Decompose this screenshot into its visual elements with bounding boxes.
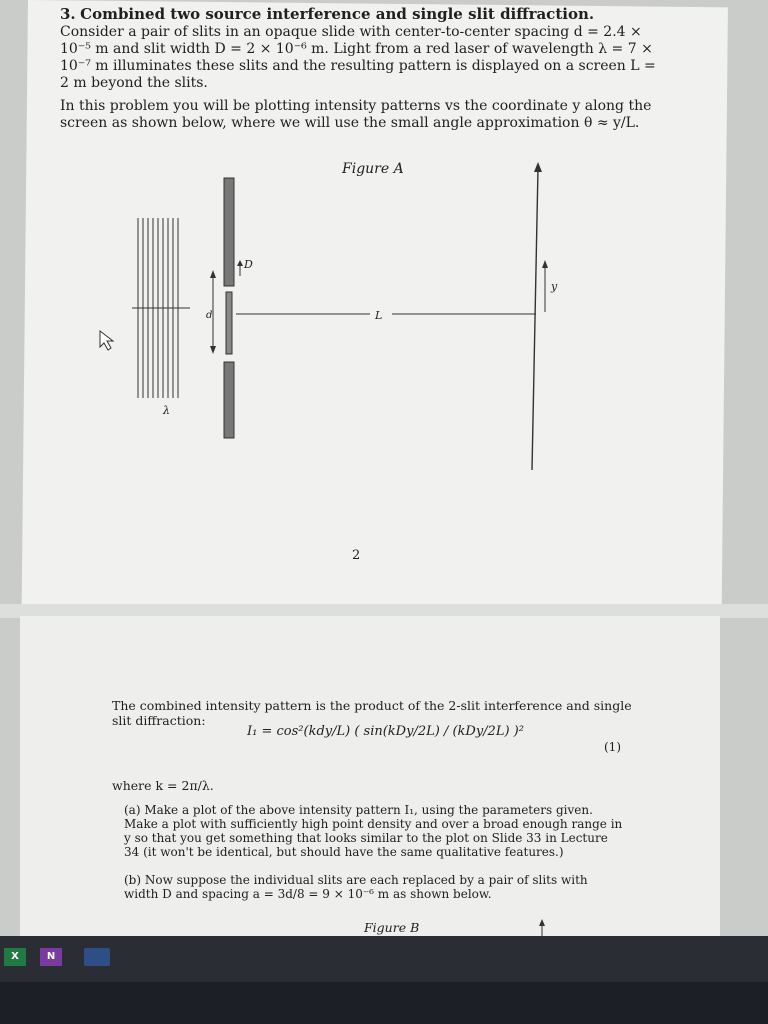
d-arrow-head-top xyxy=(210,270,216,278)
screen-arrow xyxy=(534,162,542,172)
figure-b-arrow xyxy=(536,918,548,936)
problem-intro-text: Consider a pair of slits in an opaque slide with center-to-center spacing d = 2.4 × 10⁻⁵ m and slit width D = 2 × 10⁻⁶ m. Light from a red laser of wavelength λ = 7 × 10⁻⁷ m illuminates these slits and the resulting pattern is displayed on a screen L = 2 m beyond the slits. xyxy=(60,24,656,91)
label-d: d xyxy=(206,310,213,321)
label-lambda: λ xyxy=(163,404,170,417)
label-L: L xyxy=(375,309,383,322)
monitor-bezel xyxy=(0,982,768,1024)
equation-number: (1) xyxy=(604,740,621,754)
wavefronts xyxy=(132,218,190,398)
problem-intro-2: In this problem you will be plotting intensity patterns vs the coordinate y along the screen as shown below, where we will use the small angle approximation θ ≈ y/L. xyxy=(60,98,652,131)
label-D: D xyxy=(244,258,253,271)
slide-middle xyxy=(226,292,232,354)
k-definition: where k = 2π/λ. xyxy=(112,778,214,793)
part-a: (a) Make a plot of the above intensity pattern I₁, using the parameters given. Make a plot with sufficiently high point density and over a broad enough range in y so that you get something that looks similar to the plot on Slide 33 in Lecture 34 (it won't be identical, but should have the same qualitative features.) xyxy=(124,803,623,859)
slide-bottom xyxy=(224,362,234,438)
excel-taskbar-icon[interactable]: X xyxy=(4,948,26,966)
intensity-intro: The combined intensity pattern is the product of the 2-slit interference and single slit diffraction: xyxy=(112,698,632,728)
y-arrow-head xyxy=(542,260,548,268)
intensity-equation: I₁ = cos²(kdy/L) ( sin(kDy/2L) / (kDy/2L) )² xyxy=(247,724,524,739)
figure-b-title: Figure B xyxy=(364,920,420,935)
app-taskbar-icon[interactable] xyxy=(84,948,110,966)
screen-line xyxy=(532,168,538,470)
figure-a-title: Figure A xyxy=(342,161,404,177)
slide-top xyxy=(224,178,234,286)
onenote-taskbar-icon[interactable]: N xyxy=(40,948,62,966)
label-y: y xyxy=(551,280,558,293)
problem-title: Combined two source interference and single slit diffraction. xyxy=(80,5,595,23)
d-arrow-head-bottom xyxy=(210,346,216,354)
mouse-cursor-icon xyxy=(100,331,113,350)
D-arrow-head xyxy=(237,260,243,266)
page-number: 2 xyxy=(352,548,361,563)
problem-number: 3. xyxy=(60,5,76,23)
part-b: (b) Now suppose the individual slits are each replaced by a pair of slits with width D and spacing a = 3d/8 = 9 × 10⁻⁶ m as shown below. xyxy=(124,873,588,901)
taskbar xyxy=(0,936,768,982)
